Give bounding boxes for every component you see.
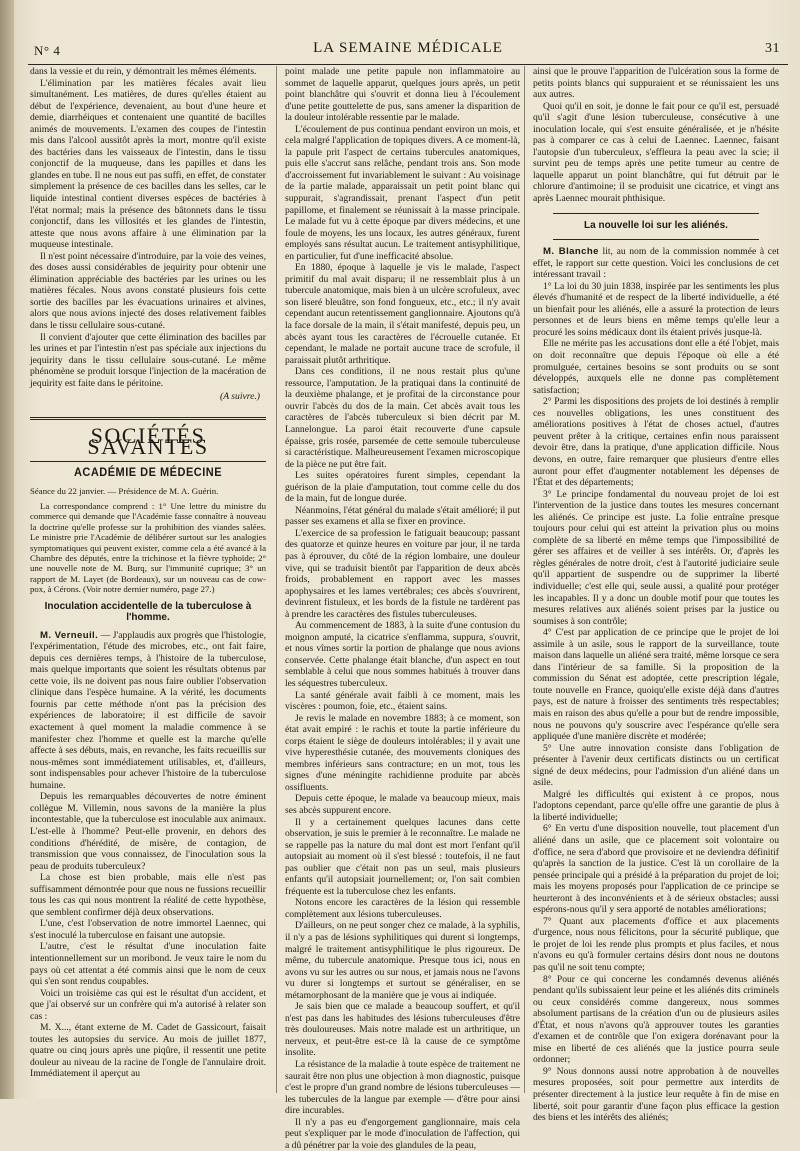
paragraph: La résistance de la maladie à toute espèce de traitement ne saurait être non plus une objection à mon diagnostic, puisque c'est le propre d'un grand nombre de lésions tuberculeuses — les tubercules de la langue par exemple — d'être pour ainsi dire incurables.: [285, 1059, 520, 1117]
paragraph: Je sais bien que ce malade a beaucoup souffert, et qu'il n'est pas dans les habitudes des lésions tuberculeuses d'être très douloureuses. Mais notre malade est un arthritique, un nerveux, et peut-être est-ce là la cause de ce symptôme insolite.: [285, 1001, 520, 1059]
conclusion-item: 7° Quant aux placements d'office et aux placements d'urgence, nous nous félicitons, pour la sécurité publique, que le projet de loi les rende plus prompts et plus faciles, et nous n'avons eu qu'à formuler certains désirs dont nous ne doutons pas qu'il ne soit tenu compte;: [533, 915, 779, 974]
speaker-name: M. Blanche: [543, 246, 599, 258]
paragraph: Depuis cette époque, le malade va beaucoup mieux, mais ses abcès suppurent encore.: [285, 793, 520, 816]
conclusion-item: Elle ne mérite pas les accusations dont elle a été l'objet, mais on doit reconnaître que depuis l'époque où elle a été promulguée, certaines besoins se sont produits ou se sont développés, auxquels elle ne donne pas complètement satisfaction;: [533, 338, 779, 396]
paragraph: Je revis le malade en novembre 1883; à ce moment, son état avait empiré : le rachis et toute la partie inférieure du corps étaient le siège de douleurs intolérables; il y avait une vive hyperesthésie cutanée, des mouvements cloniques des membres inférieurs sans contracture; en un mot, tous les signes d'une méningite rachidienne produite par abcès ossifluents.: [285, 712, 520, 793]
conclusion-item: 8° Pour ce qui concerne les condamnés devenus aliénés pendant qu'ils subissaient leur peine et les aliénés dits criminels ou ceux considérés comme dangereux, nous sommes absolument partisans de la création d'un ou de plusieurs asiles d'État, et nous n'avons qu'à approuver toutes les garanties d'examen et de contrôle que l'on exigera dorénavant pour la mise en liberté de ces aliénés que la justice pourra seule ordonner;: [533, 973, 779, 1066]
section-title: SOCIÉTÉS SAVANTES: [87, 422, 209, 460]
speaker-text: lit, au nom de la commission nommée à cet effet, le rapport sur cette question. Voici les conclusions de cet intéressant travail :: [533, 246, 779, 281]
column-2: [276, 66, 520, 1151]
paragraph: Dans ces conditions, il ne nous restait plus qu'une ressource, l'amputation. Je la pratiquai dans la continuité de la deuxième phalange, et je profitai de la circonstance pour ouvrir l'abcès du dos de la main. Cet abcès avait tous les caractères de l'abcès tuberculeux si bien décrit par M. Lannelongue. La paroi était recouverte d'une capsule épaisse, gris rosée, parsemée de cette semoule tuberculeuse si caractéristique. Malheureusement l'examen microscopique de la pièce ne put être fait.: [285, 366, 520, 470]
page-number: 31: [765, 41, 780, 56]
paragraph: Au commencement de 1883, à la suite d'une contusion du moignon amputé, la cicatrice s'enflamma, suppura, s'ouvrit, et nous vîmes sortir la portion de phalange que nous avions conservée. Cette phalange était blanche, d'un aspect en tout semblable à celui que nous sommes habitués à trouver dans les séquestres tuberculeux.: [285, 620, 520, 689]
column-1: [30, 66, 266, 1093]
speaker-text: — J'applaudis aux progrès que l'histologie, l'expérimentation, l'étude des microbes, etc., ont fait faire, depuis ces dernières temps, à l'histoire de la tuberculose, mais quelque importants que soient les résultats obtenus par cette voie, ils ne doivent pas nous faire oublier l'observation clinique dans l'espèce humaine. A la vérité, les documents fournis par cette méthode n'ont pas la précision des expériences de laboratoire; il est difficile de savoir exactement à quel moment la maladie commence à se manifester chez l'homme et quelle est la marche qu'elle affecte à ses débuts, mais, en revanche, les faits recueillis sur nous-mêmes sont immédiatement utilisables, et, d'ailleurs, sont indispensables pour achever l'histoire de la tuberculose humaine.: [30, 629, 266, 791]
section-rule: [30, 461, 266, 462]
paragraph: Depuis les remarquables découvertes de notre éminent collègue M. Villemin, nous savons de la manière la plus incontestable, que la tuberculose est inoculable aux animaux. L'est-elle à l'homme? Peut-elle provenir, en dehors des conditions d'hérédité, de misère, de contagion, de transmission que vous connaissez, de l'inoculation sous la peau de produits tuberculeux?: [30, 791, 266, 872]
paragraph: L'exercice de sa profession le fatiguait beaucoup; passant des quatorze et quinze heures en voiture par jour, il ne tarda pas à éprouver, du côté de la région lombaire, une douleur vive, qui se traduisit bientôt par l'apparition de deux abcès froids, probablement en rapport avec les masses apophysaires et les lames vertébrales; ces abcès s'ouvrirent, devinrent fistuleux, et les bords de la fistule ne tardèrent pas à prendre les caractères des fistules tuberculeuses.: [285, 527, 520, 620]
paragraph: point malade une petite papule non inflammatoire au sommet de laquelle apparut, quelques jours après, un petit point blanchâtre qui s'ouvrit et donna lieu à l'écoulement d'une petite gouttelette de pus, sans amener la disparition de la douleur intolérable ressentie par le malade.: [285, 66, 520, 124]
article-divider: [553, 239, 759, 240]
conclusion-item: 1° La loi du 30 juin 1838, inspirée par les sentiments les plus élevés d'humanité et de respect de la liberté individuelle, a été un bienfait pour les aliénés, elle a assuré la protection de leurs personnes et de leurs biens en même temps qu'elle leur a procuré les soins médicaux dont ils étaient privés jusque-là.: [533, 280, 779, 338]
page-binding-edge: [0, 0, 14, 1099]
conclusion-item: 3° Le principe fondamental du nouveau projet de loi est l'intervention de la justice dans toutes les mesures concernant les aliénés. Ce principe est juste. La folie entraîne presque toujours pour celui qui est atteint la privation plus ou moins complète de sa liberté en même temps que l'impossibilité de gérer ses affaires et de veiller à ses intérêts. Or, d'après les règles générales de notre droit, c'est à l'autorité judiciaire seule qu'il appartient de suspendre ou de supprimer la liberté individuelle; c'est elle qui, seule aussi, a qualité pour protéger les incapables. Il y a donc un double motif pour que toutes les mesures relatives aux aliénés soient prises par la justice ou soumises à son contrôle;: [533, 488, 779, 627]
journal-title: LA SEMAINE MÉDICALE: [313, 40, 503, 56]
subsection-title: ACADÉMIE DE MÉDECINE: [73, 466, 223, 480]
conclusion-item: Malgré les difficultés qui existent à ce propos, nous l'adoptons cependant, parce qu'elle offre une garantie de plus à la liberté individuelle;: [533, 788, 779, 823]
paragraph: D'ailleurs, on ne peut songer chez ce malade, à la syphilis, il n'y a pas de lésions syphilitiques qui durent si longtemps, malgré le traitement antisyphilitique le plus rigoureux. De même, du tubercule anatomique. Presque tous ici, nous en avons vu sur les autres ou sur nous, et jamais nous ne l'avons vu durer si longtemps et surtout se généraliser, en se métamorphosant de la manière que je vous ai indiquée.: [285, 920, 520, 1001]
paragraph: dans la vessie et du rein, y démontrait les mêmes éléments.: [30, 66, 257, 77]
issue-number: N° 4: [34, 43, 61, 58]
paragraph: Quoi qu'il en soit, je donne le fait pour ce qu'il est, persuadé qu'il s'agit d'une lésion tuberculeuse, consécutive à une inoculation locale, qui s'est ensuite généralisée, et je n'hésite pas à comparer ce cas à celui de Laennec. Laennec, faisant l'autopsie d'un tuberculeux, s'effleura la peau avec la scie; il survint peu de temps après une petite tumeur au centre de laquelle apparut un point blanchâtre, qui fut détruit par le chlorure d'antimoine; il se produisit une cicatrice, et vingt ans après Laennec mourait phthisique.: [533, 100, 779, 205]
page-header: [28, 38, 788, 65]
article-heading: La nouvelle loi sur les aliénés.: [584, 219, 728, 231]
paragraph: Il n'est point nécessaire d'introduire, par la voie des veines, des doses aussi considérables de jequirity pour obtenir une élimination appréciable des bactéries par les urines ou les matières fécales. Nous avons constaté plusieurs fois cette sortie des bacilles par les évacuations urinaires et alvines, alors que nous avions injecté des doses relativement faibles dans le tissu cellulaire sous-cutané.: [30, 250, 266, 332]
speaker-name: M. Verneuil.: [40, 629, 99, 641]
paragraph: [30, 630, 266, 792]
paragraph: L'écoulement de pus continua pendant environ un mois, et cela malgré l'application de topiques divers. A ce moment-là, la papule prit l'aspect de certains tubercules anatomiques, puis elle s'accrut sans relâche, pendant trois ans. Son mode d'accroissement fut invariablement le suivant : Au voisinage de la partie malade, apparaissait un petit point blanc qui suppurait, s'agrandissait, prenant l'aspect d'un petit papillome, et finalement se réunissait à la masse principale. Le malade fut vu à cette époque par divers médecins, et une foule de moyens, les uns locaux, les autres généraux, furent employés sans résultat aucun. Le traitement antisyphilitique, en particulier, fut d'une inefficacité absolue.: [285, 123, 520, 262]
conclusion-item: 2° Parmi les dispositions des projets de loi destinés à remplir ces nouvelles obligations, les unes constituent des améliorations positives à l'état de choses actuel, d'autres peuvent prêter à la critique, certaines enfin nous paraissent devoir être, dans la pratique, d'une application difficile. Nous devons, en outre, faire remarquer que plusieurs d'entre elles auront pour effet d'augmenter notablement les dépenses de l'État et des départements;: [533, 396, 779, 489]
article-heading: Inoculation accidentelle de la tuberculose à l'homme.: [44, 600, 252, 624]
paragraph: Il y a certainement quelques lacunes dans cette observation, je suis le premier à le reconnaître. Le malade ne se rappelle pas la nature du mal dont est mort l'enfant qu'il autopsiait au moment où il s'est blessé : toutefois, il ne faut pas oublier que c'était non pas un seul, mais plusieurs enfants qu'il autopsiait journellement; or, l'on sait combien fréquente est la tuberculose chez les enfants.: [285, 816, 520, 897]
column-3: [524, 66, 779, 1124]
paragraph: ainsi que le prouve l'apparition de l'ulcération sous la forme de petits points blancs qui suppuraient et se réunissaient les uns aux autres.: [533, 66, 779, 101]
article-divider: [553, 213, 759, 214]
paragraph: En 1880, époque à laquelle je vis le malade, l'aspect primitif du mal avait disparu; il ne ressemblait plus à un tubercule anatomique, mais bien à un ulcère scrofuleux, avec son liseré bleuâtre, son fond fongueux, etc., etc.; il n'y avait cependant aucun retentissement ganglionnaire. Ajoutons qu'à la face dorsale de la main, il s'était manifesté, depuis peu, un abcès ayant tous les caractères de l'écrouelle cutanée. Et cependant, le malade ne portait aucune trace de scrofule, il paraissait plutôt arthritique.: [285, 262, 520, 366]
section-divider: [30, 417, 266, 420]
paragraph: Notons encore les caractères de la lésion qui ressemble complètement aux lésions tuberculeuses.: [285, 897, 520, 920]
paragraph: Il convient d'ajouter que cette élimination des bacilles par les urines et par l'intestin n'est pas spéciale aux injections du jequirity dans le tissu cellulaire sous-cutané. Le même phénomène se produit lorsque l'injection de la macération de jequirity est faite dans le péritoine.: [30, 331, 266, 389]
paragraph: M. X..., étant externe de M. Cadet de Gassicourt, faisait toutes les autopsies du service. Au mois de juillet 1877, quatre ou cinq jours après une piqûre, il ressentit une petite douleur au niveau de la racine de l'ongle de l'annulaire droit. Immédiatement il aperçut au: [30, 1022, 266, 1080]
paragraph: L'une, c'est l'observation de notre immortel Laennec, qui s'est inoculé la tuberculose en faisant une autopsie.: [30, 918, 266, 941]
conclusion-item: 4° C'est par application de ce principe que le projet de loi assimile à un asile, sous le rapport de la surveillance, toute maison dans laquelle un aliéné sera traité, même lorsque ce sera dans l'intérieur de sa famille. Si la proposition de la commission du Sénat est adoptée, cette prescription légale, toute nouvelle en France, quoiqu'elle existe déjà dans d'autres pays, est de nature à froisser des sentiments très respectables; mais en raison des abus qu'elle a pour but de rendre impossible, nous ne pouvons qu'y souscrire avec l'espérance qu'elle sera appliquée d'une manière discrète et modérée;: [533, 627, 779, 743]
paragraph: La chose est bien probable, mais elle n'est pas suffisamment démontrée pour que nous ne fussions recueillir tous les cas qui nous montrent la réalité de cette hypothèse, que semblent confirmer déjà deux observations.: [30, 872, 266, 918]
conclusion-item: 6° En vertu d'une disposition nouvelle, tout placement d'un aliéné dans un asile, que ce placement soit volontaire ou d'office, ne sera d'abord que provisoire et ne deviendra définitif qu'après la sanction de la justice. C'est là un corollaire de la pensée principale qui a présidé à la préparation du projet de loi; mais les moyens proposés pour l'application de ce principe se heurteront à des inconvénients et à de sérieux obstacles; aussi espérons-nous qu'il y sera apporté de notables améliorations;: [533, 823, 779, 916]
paragraph: Les suites opératoires furent simples, cependant la guérison de la plaie d'amputation, tout comme celle du dos de la main, fut de longue durée.: [285, 470, 520, 505]
conclusion-item: 9° Nous donnons aussi notre approbation à de nouvelles mesures proposées, soit pour permettre aux interdits de présenter directement à la justice leur requête à fin de mise en liberté, soit pour garantir d'une façon plus efficace la gestion des biens et les intérêts des aliénés;: [533, 1065, 779, 1124]
paragraph: Il n'y a pas eu d'engorgement ganglionnaire, mais cela peut s'expliquer par le mode d'inoculation de l'affection, qui a dû pénétrer par la voie des glandules de la peau,: [285, 1116, 520, 1151]
correspondence: La correspondance comprend : 1° Une lettre du ministre du commerce qui demande que l'Académie fasse connaître à nouveau la doctrine qu'elle professe sur la prohibition des viandes salées. Le ministre prie l'Académie de délibérer surtout sur les analogies symptomatiques qui peuvent exister, comme cela a été avancé à la Chambre des députés, entre la trichinose et la fièvre typhoïde; 2° une nouvelle note de M. Burq, sur l'immunité cuprique; 3° un rapport de M. Layet (de Bordeaux), sur un nouveau cas de cow-pox, à Cérons. (Voir notre dernier numéro, page 27.): [30, 500, 266, 595]
paragraph: [533, 246, 779, 281]
paragraph: L'élimination par les matières fécales avait lieu simultanément. Les matières, de dures qu'elles étaient au début de l'expérience, devenaient, au bout d'une heure et demie, diarrhéiques et contenaient une quantité de bacilles animés de mouvements. L'examen des coupes de l'intestin mis dans l'alcool aussitôt après la mort, montre qu'il existe des bactéries dans les vaisseaux de l'intestin, dans le tissu conjonctif de la muqueuse, dans les papilles et dans les glandes en tube. Il ne nous eut pas suffi, en effet, de constater simplement la présence de ces bacilles dans les selles, car le liquide intestinal contient diverses espèces de bactéries à l'état normal; mais la présence des bâtonnets dans le tissu conjonctif, dans les villosités et les glandes de l'intestin, atteste que nous avons affaire à une élimination par la muqueuse intestinale.: [30, 77, 266, 251]
paragraph: La santé générale avait faibli à ce moment, mais les viscères : poumon, foie, etc., étaient sains.: [285, 689, 520, 713]
to-be-continued: (A suivre.): [220, 391, 260, 403]
paragraph: L'autre, c'est le résultat d'une inoculation faite intentionnellement sur un moribond. Je veux taire le nom du pays où cet attentat a été commis ainsi que le nom de ceux qui s'en sont rendus coupables.: [30, 941, 266, 988]
paragraph: Voici un troisième cas qui est le résultat d'un accident, et que j'ai observé sur un confrère qui m'a autorisé à relater son cas :: [30, 987, 266, 1022]
paragraph: Néanmoins, l'état général du malade s'était amélioré; il put passer ses examens et alla se fixer en province.: [285, 504, 520, 528]
conclusion-item: 5° Une autre innovation consiste dans l'obligation de présenter à l'avenir deux certificats distincts ou un certificat signé de deux médecins, pour l'admission d'un aliéné dans un asile.: [533, 742, 779, 789]
session-line: Séance du 22 janvier. — Présidence de M. A. Guérin.: [30, 485, 219, 496]
